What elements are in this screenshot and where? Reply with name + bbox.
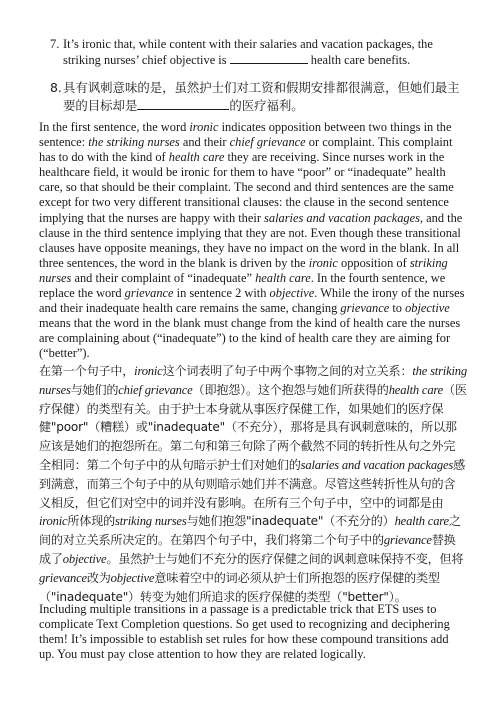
question-text-part: health care benefits.	[307, 52, 411, 67]
text-run: 替换成了	[39, 533, 456, 566]
question-text	[50, 79, 470, 114]
italic-term: objective	[405, 301, 450, 316]
text-run: opposition of	[337, 255, 410, 270]
italic-term: objective	[110, 570, 155, 585]
question-text-part: 的医疗福利。	[229, 97, 304, 113]
text-run: 在第一个句子中，	[39, 364, 135, 378]
text-run: 意味着空中的词必须从护士们所抱怨的医疗保健的类型（"inadequate"）转变为她们所追求的医疗保健的类型（"better"）。	[39, 570, 440, 604]
italic-term: grievance	[39, 570, 87, 585]
text-run: and their	[179, 135, 230, 150]
text-run: or complaint. This complaint has to do with the kind of	[39, 135, 453, 165]
text-run: 与她们的	[70, 382, 119, 397]
text-run: In the first sentence, the word	[39, 120, 190, 134]
text-run: indicates opposition between two things in the sentence:	[39, 120, 452, 150]
question-8	[50, 79, 470, 114]
italic-term: chief grievance	[118, 382, 193, 397]
italic-term: health care	[255, 270, 311, 285]
text-run: 之间的对立关系所决定的。在第四个句子中，我们将第二个句子中的	[39, 514, 461, 548]
question-text-part: 具有讽刺意味的是，虽然护士们对工资和假期安排都很满意，但她们最主要的目标却是	[63, 80, 460, 113]
italic-term: the striking nurses	[39, 364, 467, 397]
italic-term: striking nurses	[39, 255, 448, 285]
text-run: in sentence 2 with	[173, 286, 270, 301]
italic-term: grievance	[383, 533, 432, 548]
text-run: and their complaint of “inadequate”	[71, 270, 256, 285]
closing-paragraph: Including multiple transitions in a passage is a predictable trick that ETS uses to complicate Text Completion questions. So get used to recognizing and deciphering them! It’s impossible to establish set rules for how these compound transitions add up. You must pay close attention to how they are related logically.	[39, 602, 450, 662]
text-run: 这个词表明了句子中两个事物之间的对立关系：	[162, 364, 413, 378]
italic-term: health care	[388, 382, 444, 397]
text-run: 所体现的	[67, 514, 115, 529]
answer-blank	[230, 53, 308, 64]
text-run: . In the fourth sentence, we replace the word	[39, 270, 446, 301]
question-number: 8.	[50, 80, 62, 95]
text-run: to	[389, 301, 406, 316]
text-run: 。虽然护士与她们不充分的医疗保健之间的讽刺意味保持不变，但将	[106, 551, 464, 566]
italic-term: ironic	[189, 120, 219, 134]
italic-term: grievance	[340, 301, 390, 316]
italic-term: health care	[394, 514, 449, 529]
italic-term: grievance	[124, 286, 174, 301]
italic-term: objective	[269, 286, 315, 301]
italic-term: ironic	[308, 255, 338, 270]
italic-term: ironic	[134, 364, 163, 378]
question-number: 7.	[50, 37, 60, 51]
question-text-part: It’s ironic that, while content with their salaries and vacation packages, the striking nurses’ chief objective is	[63, 37, 433, 67]
italic-term: salaries and vacation packages	[300, 457, 454, 472]
text-run: . While the irony of the nurses and their inadequate health care remains the same, changing	[39, 286, 465, 316]
italic-term: chief grievance	[229, 135, 306, 150]
text-run: （即抱怨）。这个抱怨与她们所获得的	[192, 382, 389, 397]
italic-term: striking nurses	[115, 514, 187, 529]
text-run: 改为	[86, 570, 111, 585]
text-run: 与她们抱怨"inadequate"（不充分的）	[186, 514, 395, 529]
italic-term: ironic	[39, 514, 68, 529]
italic-term: salaries and vacation packages	[264, 210, 420, 225]
explanation-chinese	[39, 362, 467, 606]
text-run: they are receiving. Since nurses work in the healthcare field, it would be ironic for them to have “poor” or “inadequate” health care, so that should be their complaint. The second and third sentences are the same except for two very different transitional clauses: the clause in the second sentence implying that the nurses are happy with their	[39, 150, 454, 225]
answer-blank	[137, 99, 229, 110]
text-run: , and the clause in the third sentence implying that they are not. Even though these transitional clauses have opposite meanings, they have no impact on the word in the blank. In all three sentences, the word in the blank is driven by the	[39, 210, 463, 270]
question-7	[50, 37, 470, 68]
italic-term: objective	[62, 551, 107, 566]
question-text	[50, 37, 470, 68]
italic-term: the striking nurses	[88, 135, 180, 150]
text-run: 感到满意，而第三个句子中的从句则暗示她们并不满意。尽管这些转折性从句的含义相反，但它们对空中的词并没有影响。在所有三个句子中，空中的词都是由	[39, 457, 466, 510]
italic-term: health care	[168, 150, 225, 165]
text-run: （医疗保健）的类型有关。由于护士本身就从事医疗保健工作，如果她们的医疗保健"poor"（糟糕）或"inadequate"（不充分），那将是具有讽刺意味的，所以那应该是她们的抱怨所在。第二句和第三句除了两个截然不同的转折性从句之外完全相同：第二个句子中的从句暗示护士们对她们的	[39, 382, 467, 472]
text-run: means that the word in the blank must change from the kind of health care the nurses are complaining about (“inadequate”) to the kind of health care they are aiming for (“better”).	[39, 316, 461, 361]
explanation-english	[39, 120, 465, 362]
